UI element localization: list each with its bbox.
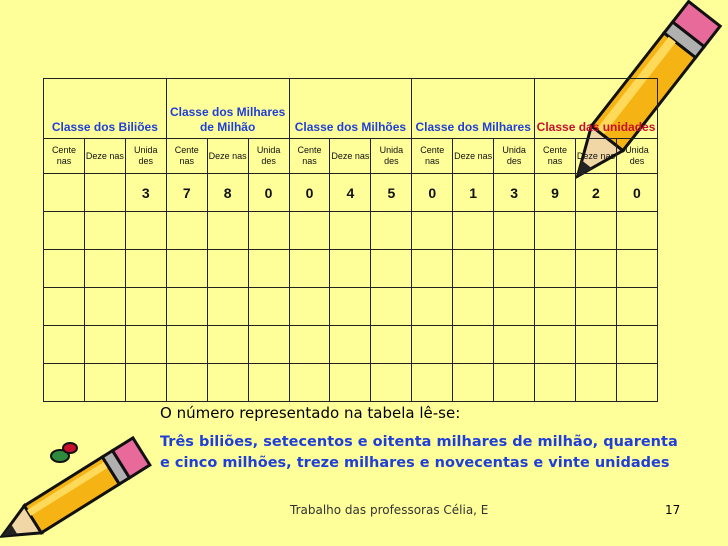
order-header: Unida des: [616, 139, 657, 174]
digit-cell: 0: [248, 174, 289, 212]
empty-cell: [44, 212, 85, 250]
empty-cell: [330, 250, 371, 288]
empty-cell: [453, 326, 494, 364]
empty-cell: [412, 250, 453, 288]
class-header: Classe dos Milhares de Milhão: [166, 79, 289, 139]
order-header: Deze nas: [84, 139, 125, 174]
empty-cell: [616, 326, 657, 364]
empty-cell: [289, 364, 330, 402]
empty-cell: [289, 212, 330, 250]
digit-cell: 1: [453, 174, 494, 212]
empty-cell: [330, 288, 371, 326]
empty-cell: [575, 288, 616, 326]
digit-cell: 3: [494, 174, 535, 212]
empty-cell: [289, 250, 330, 288]
empty-cell: [453, 364, 494, 402]
class-header: Classe dos Milhões: [289, 79, 412, 139]
digit-cell: 9: [535, 174, 576, 212]
order-header: Cente nas: [412, 139, 453, 174]
digit-cell: 7: [166, 174, 207, 212]
empty-cell: [412, 326, 453, 364]
empty-cell: [371, 364, 412, 402]
empty-cell: [494, 250, 535, 288]
empty-cell: [44, 250, 85, 288]
reading-answer: Três biliões, setecentos e oitenta milhares de milhão, quarenta e cinco milhões, treze milhares e novecentas e vinte unidades: [160, 434, 678, 471]
empty-cell: [616, 250, 657, 288]
empty-cell: [44, 288, 85, 326]
empty-cell: [453, 288, 494, 326]
empty-row: [44, 364, 658, 402]
empty-cell: [166, 288, 207, 326]
empty-cell: [535, 250, 576, 288]
empty-cell: [575, 364, 616, 402]
order-header: Deze nas: [453, 139, 494, 174]
digit-row: [44, 174, 658, 212]
order-header: Unida des: [494, 139, 535, 174]
empty-cell: [166, 250, 207, 288]
empty-cell: [248, 212, 289, 250]
empty-cell: [84, 326, 125, 364]
footer-credit: Trabalho das professoras Célia, E: [290, 503, 489, 517]
pencil-icon: [0, 436, 160, 546]
empty-cell: [289, 288, 330, 326]
class-header: Classe dos Biliões: [44, 79, 167, 139]
empty-cell: [412, 288, 453, 326]
empty-cell: [494, 364, 535, 402]
empty-cell: [575, 212, 616, 250]
digit-cell: 0: [616, 174, 657, 212]
empty-cell: [166, 212, 207, 250]
empty-cell: [535, 212, 576, 250]
empty-cell: [535, 326, 576, 364]
empty-cell: [453, 250, 494, 288]
empty-cell: [616, 288, 657, 326]
empty-row: [44, 326, 658, 364]
empty-cell: [371, 250, 412, 288]
empty-cell: [494, 212, 535, 250]
empty-cell: [207, 288, 248, 326]
order-header: Cente nas: [166, 139, 207, 174]
digit-cell: 0: [412, 174, 453, 212]
digit-cell: 5: [371, 174, 412, 212]
empty-cell: [371, 288, 412, 326]
empty-cell: [44, 364, 85, 402]
empty-cell: [207, 250, 248, 288]
digit-cell: 4: [330, 174, 371, 212]
digit-cell: 0: [289, 174, 330, 212]
empty-row: [44, 288, 658, 326]
empty-cell: [330, 212, 371, 250]
empty-cell: [207, 326, 248, 364]
digit-cell: 3: [125, 174, 166, 212]
order-header: Cente nas: [289, 139, 330, 174]
empty-cell: [248, 250, 289, 288]
empty-cell: [289, 326, 330, 364]
empty-cell: [412, 212, 453, 250]
empty-cell: [125, 212, 166, 250]
empty-cell: [575, 326, 616, 364]
empty-cell: [330, 364, 371, 402]
empty-cell: [248, 364, 289, 402]
empty-cell: [412, 364, 453, 402]
empty-cell: [535, 364, 576, 402]
order-header: Cente nas: [535, 139, 576, 174]
digit-cell: [44, 174, 85, 212]
empty-cell: [616, 364, 657, 402]
empty-cell: [494, 288, 535, 326]
empty-cell: [84, 364, 125, 402]
order-header: Unida des: [248, 139, 289, 174]
empty-cell: [166, 364, 207, 402]
empty-row: [44, 212, 658, 250]
empty-cell: [575, 250, 616, 288]
empty-cell: [125, 326, 166, 364]
empty-cell: [330, 326, 371, 364]
empty-cell: [207, 364, 248, 402]
order-header: Unida des: [125, 139, 166, 174]
digit-cell: 8: [207, 174, 248, 212]
empty-cell: [494, 326, 535, 364]
empty-cell: [84, 250, 125, 288]
empty-cell: [248, 288, 289, 326]
empty-cell: [166, 326, 207, 364]
digit-cell: [84, 174, 125, 212]
order-header: Unida des: [371, 139, 412, 174]
empty-row: [44, 250, 658, 288]
order-header: Deze nas: [575, 139, 616, 174]
class-header: Classe das unidades: [535, 79, 658, 139]
page-number: 17: [665, 503, 681, 517]
empty-cell: [535, 288, 576, 326]
empty-cell: [125, 364, 166, 402]
empty-cell: [371, 212, 412, 250]
empty-cell: [248, 326, 289, 364]
order-header: Cente nas: [44, 139, 85, 174]
order-header: Deze nas: [330, 139, 371, 174]
empty-cell: [84, 288, 125, 326]
subheader-row: [44, 139, 658, 174]
class-header-row: [44, 79, 658, 139]
place-value-table: [43, 78, 658, 402]
reading-block: [160, 404, 680, 474]
empty-cell: [616, 212, 657, 250]
class-header: Classe dos Milhares: [412, 79, 535, 139]
empty-cell: [453, 212, 494, 250]
empty-cell: [371, 326, 412, 364]
empty-cell: [44, 326, 85, 364]
empty-cell: [207, 212, 248, 250]
empty-cell: [125, 288, 166, 326]
order-header: Deze nas: [207, 139, 248, 174]
digit-cell: 2: [575, 174, 616, 212]
empty-cell: [84, 212, 125, 250]
empty-cell: [125, 250, 166, 288]
reading-intro: O número representado na tabela lê-se:: [160, 404, 461, 422]
